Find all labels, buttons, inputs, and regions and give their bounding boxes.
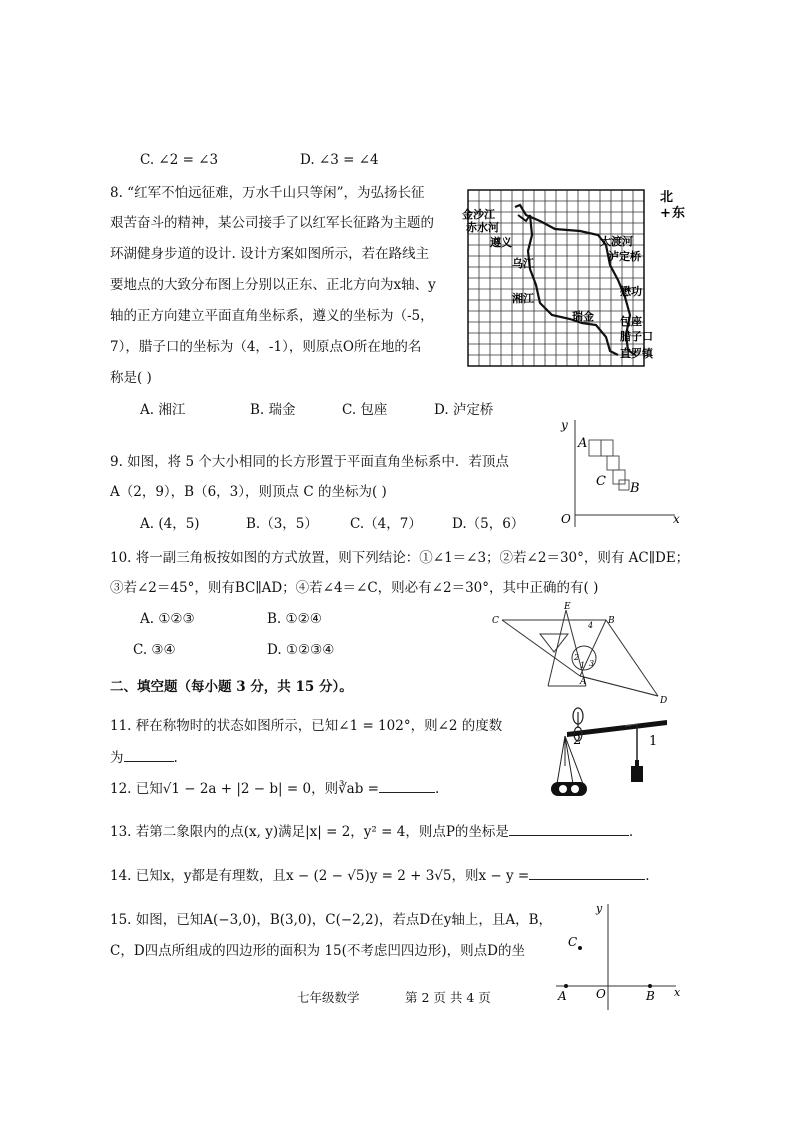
q14-end: . (645, 868, 650, 884)
q10-option-c: C. ③④ (133, 642, 176, 658)
compass-cross: + (660, 206, 671, 221)
q7-option-d: D. ∠3 = ∠4 (300, 152, 379, 168)
q11-answer-blank[interactable] (124, 747, 174, 762)
angle-2-label: 2 (574, 653, 580, 662)
q14-answer-blank[interactable] (529, 865, 645, 880)
q8-line: 轴的正方向建立平面直角坐标系，遵义的坐标为（-5， (110, 308, 434, 324)
point-c-label: C (596, 474, 606, 489)
point-b-label: B (630, 481, 640, 496)
q11-line: 11. 秤在称物时的状态如图所示，已知∠1 = 102°，则∠2 的度数 (110, 718, 503, 734)
point-b (648, 984, 652, 988)
q9-option-d: D.（5，6） (452, 516, 525, 532)
section-heading: 二、填空题（每小题 3 分，共 15 分）。 (110, 679, 353, 695)
q8-option-a: A. 湘江 (140, 402, 186, 418)
q8-line: 7），腊子口的坐标为（4，-1），则原点O所在地的名 (110, 339, 422, 355)
place-lazikou: 腊子口 (620, 330, 653, 343)
q12-text: 12. 已知√1 − 2a + |2 − b| = 0，则∛ab = (110, 781, 379, 797)
point-a-label: A (578, 436, 588, 451)
label-b: B (608, 616, 615, 626)
q10-triangle-figure (488, 600, 678, 708)
origin-label: O (596, 987, 606, 1001)
point-c (578, 946, 582, 950)
q8-line: 艰苦奋斗的精神，某公司接手了以红军长征路为主题的 (110, 215, 434, 231)
place-baozuo: 包座 (620, 315, 642, 328)
north-label: 北 (660, 190, 674, 205)
point-a-label: A (558, 989, 567, 1003)
q10-line: 10. 将一副三角板按如图的方式放置，则下列结论：①∠1＝∠3；②若∠2＝30°，则有 AC∥DE； (110, 550, 690, 566)
q10-line: ③若∠2＝45°，则有BC∥AD；④若∠4＝∠C，则必有∠2＝30°，其中正确的有( ) (110, 580, 599, 596)
angle-2-label: 2 (573, 733, 582, 748)
label-a: A (580, 677, 587, 687)
place-maogong: 懋功 (620, 285, 642, 298)
q12-line (110, 778, 439, 799)
q9-option-a: A. (4，5) (140, 516, 200, 532)
place-zunyi: 遵义 (490, 236, 512, 249)
q8-map-figure (460, 185, 692, 370)
place-ruijin: 瑞金 (572, 310, 594, 323)
label-d: D (660, 696, 668, 706)
q8-option-b: B. 瑞金 (250, 402, 296, 418)
label-c: C (492, 616, 499, 626)
q10-option-b: B. ①②④ (267, 611, 322, 627)
q9-option-c: C.（4，7） (350, 516, 422, 532)
q8-line: 环湖健身步道的设计. 设计方案如图所示，若在路线主 (110, 246, 430, 262)
q8-option-c: C. 包座 (342, 402, 388, 418)
footer-page-number: 第 2 页 共 4 页 (405, 990, 491, 1005)
place-zhiluozhen: 直罗镇 (620, 347, 653, 360)
place-xiangjiang: 湘江 (512, 292, 534, 305)
q7-option-c: C. ∠2 = ∠3 (140, 152, 219, 168)
point-b-label: B (646, 989, 655, 1003)
q12-answer-blank[interactable] (379, 778, 435, 793)
label-e: E (564, 602, 571, 612)
q9-figure (545, 415, 685, 530)
y-axis-label: y (596, 902, 603, 915)
q9-option-b: B.（3，5） (246, 516, 318, 532)
q11-end: . (173, 750, 178, 766)
q15-line: C，D四点所组成的四边形的面积为 15(不考虑凹四边形)，则点D的坐 (110, 943, 525, 959)
x-axis-label: x (673, 512, 680, 526)
x-axis-label: x (674, 986, 681, 999)
q13-end: . (628, 824, 634, 840)
q14-text: 14. 已知x，y都是有理数，且x − (2 − √5)y = 2 + 3√5，则x − y = (110, 868, 530, 884)
angle-3-label: 3 (589, 659, 595, 668)
place-daduhe: 大渡河 (600, 235, 633, 248)
q14-line (110, 865, 650, 886)
q8-line: 称是( ) (110, 370, 152, 386)
q13-text: 13. 若第二象限内的点(x, y)满足|x| = 2，y² = 4，则点P的坐标是 (110, 824, 509, 840)
q9-line: A（2，9），B（6，3），则顶点 C 的坐标为( ) (110, 484, 387, 500)
angle-1-label: 1 (580, 661, 586, 670)
place-wujiang: 乌江 (512, 257, 534, 270)
place-ludingqiao: 泸定桥 (608, 250, 641, 263)
east-label: 东 (672, 206, 686, 221)
angle-1-label: 1 (649, 734, 658, 749)
angle-4-label: 4 (588, 621, 594, 630)
q11-prefix: 为 (110, 750, 124, 766)
origin-label: O (561, 512, 571, 526)
place-jinshajiang: 金沙江 (462, 208, 495, 221)
q15-line: 15. 如图，已知A(−3,0)，B(3,0)，C(−2,2)，若点D在y轴上，且A，B， (110, 912, 553, 928)
q9-line: 9. 如图，将 5 个大小相同的长方形置于平面直角坐标系中．若顶点 (110, 454, 509, 470)
q10-option-a: A. ①②③ (140, 611, 195, 627)
y-axis-label: y (561, 418, 568, 432)
q11-line2 (110, 747, 178, 768)
q13-answer-blank[interactable] (509, 821, 629, 836)
q8-line: 要地点的大致分布图上分别以正东、正北方向为x轴、y (110, 277, 436, 293)
q15-figure (548, 898, 688, 1013)
footer-subject: 七年级数学 (297, 990, 360, 1005)
q13-line (110, 821, 633, 842)
point-a (564, 984, 568, 988)
q8-line: 8. “红军不怕远征难，万水千山只等闲”，为弘扬长征 (110, 185, 425, 201)
q12-end: . (434, 781, 440, 797)
q8-option-d: D. 泸定桥 (434, 402, 494, 418)
place-chishuihe: 赤水河 (466, 221, 499, 234)
q10-option-d: D. ①②③④ (267, 642, 335, 658)
q11-scale-figure (545, 706, 670, 804)
point-c-label: C (568, 935, 578, 949)
